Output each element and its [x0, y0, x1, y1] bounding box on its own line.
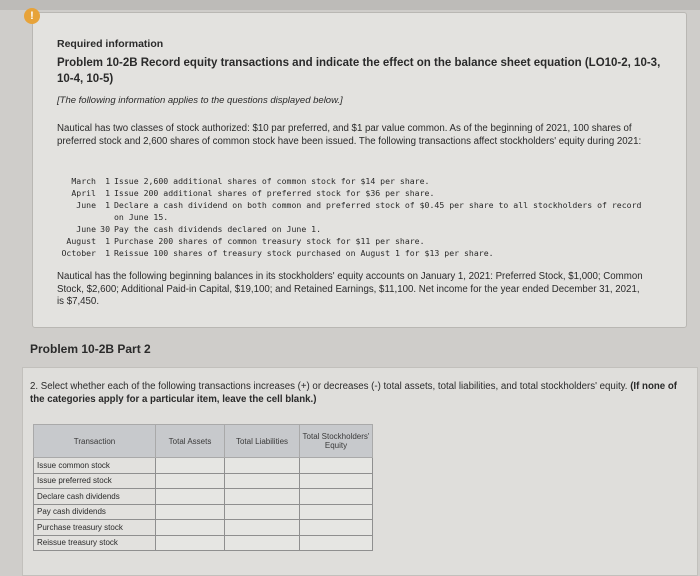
- transaction-month: June: [76, 200, 96, 210]
- transaction-item: [60, 199, 654, 223]
- equity-cell[interactable]: [300, 520, 373, 536]
- transaction-item: [60, 247, 654, 259]
- required-info-heading: Required information: [57, 38, 164, 50]
- header-total-equity: Total Stockholders' Equity: [300, 425, 373, 458]
- table-row: [34, 504, 373, 520]
- equity-cell[interactable]: [300, 458, 373, 474]
- liabilities-cell[interactable]: [225, 535, 300, 551]
- applies-note: [The following information applies to the questions displayed below.]: [57, 95, 343, 106]
- equity-cell[interactable]: [300, 473, 373, 489]
- transaction-text: Purchase 200 shares of common treasury stock for $11 per share.: [114, 236, 425, 246]
- balances-paragraph: Nautical has the following beginning balances in its stockholders' equity accounts on January 1, 2021: Preferred Stock, $1,000; Common Stock, $2,600; Additional Paid-in Capital, $19,100; and Retained Earnings, $11,100. Net income for the year ended December 31, 2021, is $7,450.: [57, 271, 643, 307]
- equity-cell[interactable]: [300, 535, 373, 551]
- problem-title: Problem 10-2B Record equity transactions and indicate the effect on the balance sheet equation (LO10-2, 10-3, 10-4, 10-5): [57, 57, 661, 85]
- row-label: Issue common stock: [34, 458, 156, 474]
- row-label: Purchase treasury stock: [34, 520, 156, 536]
- row-label: Issue preferred stock: [34, 473, 156, 489]
- transaction-item: [60, 235, 654, 247]
- transaction-day: 1: [105, 200, 110, 210]
- assets-cell[interactable]: [156, 473, 225, 489]
- liabilities-cell[interactable]: [225, 520, 300, 536]
- assets-cell[interactable]: [156, 535, 225, 551]
- row-label: Reissue treasury stock: [34, 535, 156, 551]
- transaction-month: June: [76, 224, 96, 234]
- transaction-day: 30: [100, 224, 110, 234]
- row-label: Declare cash dividends: [34, 489, 156, 505]
- transaction-day: 1: [105, 188, 110, 198]
- transaction-item: [60, 175, 654, 187]
- liabilities-cell[interactable]: [225, 489, 300, 505]
- equity-cell[interactable]: [300, 504, 373, 520]
- transaction-month: March: [71, 176, 96, 186]
- table-row: [34, 489, 373, 505]
- question-instruction: (If none of the categories apply for a particular item, leave the cell blank.): [30, 381, 677, 405]
- transaction-list: [60, 175, 654, 259]
- table-row: [34, 535, 373, 551]
- liabilities-cell[interactable]: [225, 504, 300, 520]
- liabilities-cell[interactable]: [225, 458, 300, 474]
- transaction-item: [60, 187, 654, 199]
- liabilities-cell[interactable]: [225, 473, 300, 489]
- table-row: [34, 473, 373, 489]
- transaction-text: Issue 2,600 additional shares of common stock for $14 per share.: [114, 176, 430, 186]
- assets-cell[interactable]: [156, 489, 225, 505]
- question-text: [30, 381, 690, 406]
- question-prompt: 2. Select whether each of the following transactions increases (+) or decreases (-) total assets, total liabilities, and total stockholders' equity.: [30, 381, 628, 392]
- transaction-text: Pay the cash dividends declared on June 1.: [114, 224, 322, 234]
- header-total-assets: Total Assets: [156, 425, 225, 458]
- table-row: [34, 458, 373, 474]
- transaction-month: October: [61, 248, 96, 258]
- table-row: [34, 520, 373, 536]
- header-transaction: Transaction: [34, 425, 156, 458]
- transaction-month: April: [71, 188, 96, 198]
- assets-cell[interactable]: [156, 504, 225, 520]
- part-title: Problem 10-2B Part 2: [30, 342, 151, 356]
- assets-cell[interactable]: [156, 458, 225, 474]
- row-label: Pay cash dividends: [34, 504, 156, 520]
- transaction-day: 1: [105, 248, 110, 258]
- header-total-liabilities: Total Liabilities: [225, 425, 300, 458]
- effects-table: [33, 424, 373, 551]
- alert-icon: !: [24, 8, 40, 24]
- transaction-day: 1: [105, 236, 110, 246]
- transaction-month: August: [66, 236, 96, 246]
- transaction-day: 1: [105, 176, 110, 186]
- transaction-text: Issue 200 additional shares of preferred stock for $36 per share.: [114, 188, 435, 198]
- intro-paragraph: Nautical has two classes of stock authorized: $10 par preferred, and $1 par value common. As of the beginning of 2021, 100 shares of preferred stock and 2,600 shares of common stock have been issued. The following transactions affect stockholders' equity during 2021:: [57, 123, 642, 147]
- top-strip: [0, 0, 700, 10]
- assets-cell[interactable]: [156, 520, 225, 536]
- equity-cell[interactable]: [300, 489, 373, 505]
- transaction-text: Declare a cash dividend on both common and preferred stock of $0.45 per share to all stockholders of record on June 15.: [114, 200, 642, 222]
- transaction-item: [60, 223, 654, 235]
- transaction-text: Reissue 100 shares of treasury stock purchased on August 1 for $13 per share.: [114, 248, 494, 258]
